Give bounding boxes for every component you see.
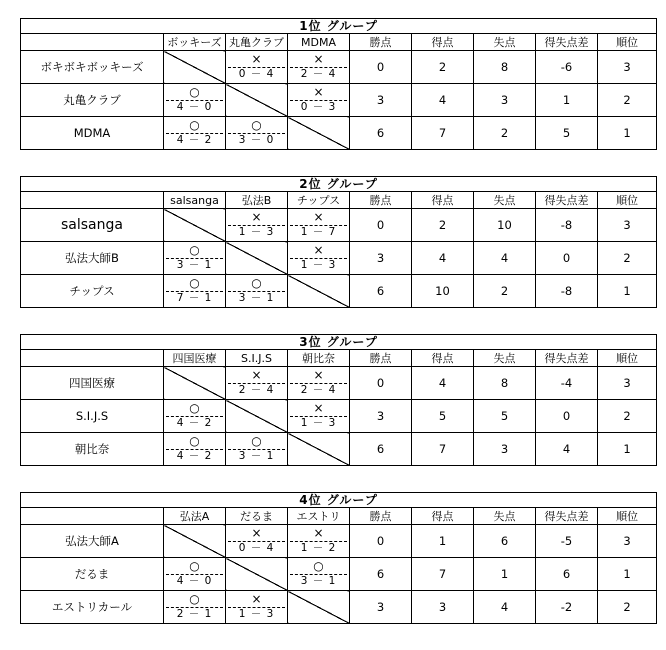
result-mark: × xyxy=(251,52,262,66)
goal-difference-value: 0 xyxy=(536,400,598,433)
table-row xyxy=(21,433,657,466)
match-cell xyxy=(226,209,288,242)
goals-for-value: 4 xyxy=(412,84,474,117)
header-col: だるま xyxy=(226,508,288,525)
header-col: 四国医療 xyxy=(164,350,226,367)
rank-value: 2 xyxy=(598,591,657,624)
result-mark: ○ xyxy=(189,243,200,257)
result-mark: ○ xyxy=(189,118,200,132)
match-score: 3 － 1 xyxy=(238,292,275,304)
table-row xyxy=(21,242,657,275)
header-goals-for: 得点 xyxy=(412,350,474,367)
match-score: 4 － 0 xyxy=(176,575,213,587)
goals-against-value: 6 xyxy=(474,525,536,558)
table-row xyxy=(21,275,657,308)
goals-for-value: 7 xyxy=(412,117,474,150)
team-name: だるま xyxy=(21,558,164,591)
goals-against-value: 4 xyxy=(474,242,536,275)
team-name: チップス xyxy=(21,275,164,308)
points-value: 3 xyxy=(350,242,412,275)
group-title: 2位 グループ xyxy=(21,177,657,192)
group-title: 3位 グループ xyxy=(21,335,657,350)
match-cell xyxy=(164,591,226,624)
result-mark: ○ xyxy=(189,592,200,606)
table-row xyxy=(21,591,657,624)
match-cell xyxy=(288,400,350,433)
team-name: MDMA xyxy=(21,117,164,150)
team-name: 弘法大師B xyxy=(21,242,164,275)
result-mark: ○ xyxy=(189,559,200,573)
goals-for-value: 4 xyxy=(412,242,474,275)
group-table-2 xyxy=(20,176,657,308)
header-goal-difference: 得失点差 xyxy=(536,508,598,525)
header-blank xyxy=(21,508,164,525)
match-cell xyxy=(164,84,226,117)
self-match-cell xyxy=(226,558,288,591)
points-value: 3 xyxy=(350,591,412,624)
table-row xyxy=(21,558,657,591)
self-match-cell xyxy=(226,400,288,433)
table-row xyxy=(21,51,657,84)
table-row xyxy=(21,400,657,433)
group-title: 1位 グループ xyxy=(21,19,657,34)
header-goals-against: 失点 xyxy=(474,350,536,367)
goals-for-value: 3 xyxy=(412,591,474,624)
header-goal-difference: 得失点差 xyxy=(536,192,598,209)
goal-difference-value: -8 xyxy=(536,209,598,242)
self-match-cell xyxy=(164,525,226,558)
result-mark: × xyxy=(313,243,324,257)
group-table-4 xyxy=(20,492,657,624)
match-cell xyxy=(226,433,288,466)
goals-for-value: 2 xyxy=(412,51,474,84)
header-col: 朝比奈 xyxy=(288,350,350,367)
header-goals-against: 失点 xyxy=(474,192,536,209)
header-rank: 順位 xyxy=(598,34,657,51)
goal-difference-value: 4 xyxy=(536,433,598,466)
match-score: 0 － 4 xyxy=(238,542,275,554)
result-mark: ○ xyxy=(251,434,262,448)
self-match-cell xyxy=(288,117,350,150)
rank-value: 3 xyxy=(598,209,657,242)
rank-value: 2 xyxy=(598,400,657,433)
match-cell xyxy=(164,275,226,308)
goals-against-value: 2 xyxy=(474,275,536,308)
header-rank: 順位 xyxy=(598,508,657,525)
match-score: 7 － 1 xyxy=(176,292,213,304)
match-score: 3 － 1 xyxy=(176,259,213,271)
goal-difference-value: -4 xyxy=(536,367,598,400)
result-mark: × xyxy=(313,52,324,66)
table-row xyxy=(21,367,657,400)
match-cell xyxy=(164,558,226,591)
goals-for-value: 4 xyxy=(412,367,474,400)
result-mark: × xyxy=(313,401,324,415)
rank-value: 1 xyxy=(598,275,657,308)
goals-for-value: 7 xyxy=(412,433,474,466)
points-value: 6 xyxy=(350,433,412,466)
points-value: 3 xyxy=(350,84,412,117)
match-score: 4 － 2 xyxy=(176,134,213,146)
header-goals-against: 失点 xyxy=(474,508,536,525)
table-row xyxy=(21,117,657,150)
header-col: S.I.J.S xyxy=(226,350,288,367)
team-name: 四国医療 xyxy=(21,367,164,400)
header-col: エストリ xyxy=(288,508,350,525)
result-mark: × xyxy=(251,368,262,382)
group-title: 4位 グループ xyxy=(21,493,657,508)
match-cell xyxy=(164,242,226,275)
goals-for-value: 10 xyxy=(412,275,474,308)
goals-against-value: 2 xyxy=(474,117,536,150)
result-mark: × xyxy=(313,210,324,224)
points-value: 6 xyxy=(350,117,412,150)
goals-against-value: 3 xyxy=(474,433,536,466)
header-points: 勝点 xyxy=(350,350,412,367)
rank-value: 1 xyxy=(598,117,657,150)
points-value: 0 xyxy=(350,209,412,242)
goals-for-value: 2 xyxy=(412,209,474,242)
self-match-cell xyxy=(288,275,350,308)
result-mark: × xyxy=(313,85,324,99)
match-score: 1 － 3 xyxy=(238,608,275,620)
match-score: 4 － 0 xyxy=(176,101,213,113)
rank-value: 1 xyxy=(598,433,657,466)
match-score: 3 － 0 xyxy=(238,134,275,146)
header-goal-difference: 得失点差 xyxy=(536,350,598,367)
result-mark: ○ xyxy=(251,276,262,290)
header-points: 勝点 xyxy=(350,508,412,525)
team-name: salsanga xyxy=(21,209,164,242)
header-col: チップス xyxy=(288,192,350,209)
self-match-cell xyxy=(288,433,350,466)
match-score: 2 － 4 xyxy=(300,68,337,80)
match-score: 3 － 1 xyxy=(300,575,337,587)
result-mark: × xyxy=(313,368,324,382)
goals-against-value: 8 xyxy=(474,51,536,84)
match-score: 2 － 4 xyxy=(300,384,337,396)
result-mark: × xyxy=(251,210,262,224)
self-match-cell xyxy=(226,242,288,275)
match-score: 1 － 3 xyxy=(300,259,337,271)
match-score: 0 － 3 xyxy=(300,101,337,113)
table-row xyxy=(21,209,657,242)
team-name: S.I.J.S xyxy=(21,400,164,433)
rank-value: 3 xyxy=(598,525,657,558)
rank-value: 2 xyxy=(598,242,657,275)
header-col: MDMA xyxy=(288,34,350,51)
team-name: ボキボキボッキーズ xyxy=(21,51,164,84)
match-cell xyxy=(226,591,288,624)
self-match-cell xyxy=(164,209,226,242)
result-mark: × xyxy=(251,592,262,606)
header-blank xyxy=(21,34,164,51)
result-mark: ○ xyxy=(189,276,200,290)
header-rank: 順位 xyxy=(598,350,657,367)
goals-against-value: 1 xyxy=(474,558,536,591)
points-value: 6 xyxy=(350,558,412,591)
header-goals-for: 得点 xyxy=(412,508,474,525)
points-value: 6 xyxy=(350,275,412,308)
goal-difference-value: -5 xyxy=(536,525,598,558)
result-mark: ○ xyxy=(189,401,200,415)
header-goals-for: 得点 xyxy=(412,192,474,209)
match-cell xyxy=(288,209,350,242)
match-cell xyxy=(226,275,288,308)
group-table-3 xyxy=(20,334,657,466)
rank-value: 3 xyxy=(598,51,657,84)
goals-for-value: 5 xyxy=(412,400,474,433)
match-cell xyxy=(164,117,226,150)
goals-against-value: 5 xyxy=(474,400,536,433)
goal-difference-value: 6 xyxy=(536,558,598,591)
goals-against-value: 4 xyxy=(474,591,536,624)
header-points: 勝点 xyxy=(350,192,412,209)
self-match-cell xyxy=(164,51,226,84)
points-value: 0 xyxy=(350,51,412,84)
result-mark: × xyxy=(313,526,324,540)
header-goals-for: 得点 xyxy=(412,34,474,51)
match-cell xyxy=(164,433,226,466)
header-blank xyxy=(21,192,164,209)
match-cell xyxy=(288,558,350,591)
header-col: 丸亀クラブ xyxy=(226,34,288,51)
goal-difference-value: -8 xyxy=(536,275,598,308)
goal-difference-value: -6 xyxy=(536,51,598,84)
rank-value: 3 xyxy=(598,367,657,400)
match-score: 1 － 3 xyxy=(238,226,275,238)
match-cell xyxy=(226,525,288,558)
self-match-cell xyxy=(226,84,288,117)
match-score: 3 － 1 xyxy=(238,450,275,462)
result-mark: ○ xyxy=(189,434,200,448)
points-value: 0 xyxy=(350,525,412,558)
goals-against-value: 10 xyxy=(474,209,536,242)
match-score: 4 － 2 xyxy=(176,417,213,429)
self-match-cell xyxy=(288,591,350,624)
team-name: エストリカール xyxy=(21,591,164,624)
match-score: 4 － 2 xyxy=(176,450,213,462)
match-cell xyxy=(288,367,350,400)
result-mark: ○ xyxy=(251,118,262,132)
header-blank xyxy=(21,350,164,367)
goal-difference-value: 1 xyxy=(536,84,598,117)
goals-against-value: 3 xyxy=(474,84,536,117)
rank-value: 2 xyxy=(598,84,657,117)
header-col: ボッキーズ xyxy=(164,34,226,51)
self-match-cell xyxy=(164,367,226,400)
header-goal-difference: 得失点差 xyxy=(536,34,598,51)
rank-value: 1 xyxy=(598,558,657,591)
result-mark: ○ xyxy=(189,85,200,99)
match-cell xyxy=(226,117,288,150)
match-score: 1 － 3 xyxy=(300,417,337,429)
points-value: 3 xyxy=(350,400,412,433)
header-goals-against: 失点 xyxy=(474,34,536,51)
table-row xyxy=(21,84,657,117)
match-cell xyxy=(226,367,288,400)
match-score: 0 － 4 xyxy=(238,68,275,80)
goals-for-value: 1 xyxy=(412,525,474,558)
match-score: 2 － 1 xyxy=(176,608,213,620)
header-col: 弘法A xyxy=(164,508,226,525)
header-rank: 順位 xyxy=(598,192,657,209)
team-name: 朝比奈 xyxy=(21,433,164,466)
table-row xyxy=(21,525,657,558)
match-score: 1 － 2 xyxy=(300,542,337,554)
goal-difference-value: 0 xyxy=(536,242,598,275)
match-score: 1 － 7 xyxy=(300,226,337,238)
points-value: 0 xyxy=(350,367,412,400)
match-cell xyxy=(288,51,350,84)
header-col: 弘法B xyxy=(226,192,288,209)
match-cell xyxy=(288,525,350,558)
match-cell xyxy=(288,84,350,117)
result-mark: × xyxy=(251,526,262,540)
header-col: salsanga xyxy=(164,192,226,209)
result-mark: ○ xyxy=(313,559,324,573)
match-cell xyxy=(226,51,288,84)
group-table-1 xyxy=(20,18,657,150)
match-score: 2 － 4 xyxy=(238,384,275,396)
team-name: 弘法大師A xyxy=(21,525,164,558)
header-points: 勝点 xyxy=(350,34,412,51)
goal-difference-value: 5 xyxy=(536,117,598,150)
match-cell xyxy=(164,400,226,433)
goal-difference-value: -2 xyxy=(536,591,598,624)
goals-against-value: 8 xyxy=(474,367,536,400)
team-name: 丸亀クラブ xyxy=(21,84,164,117)
match-cell xyxy=(288,242,350,275)
goals-for-value: 7 xyxy=(412,558,474,591)
